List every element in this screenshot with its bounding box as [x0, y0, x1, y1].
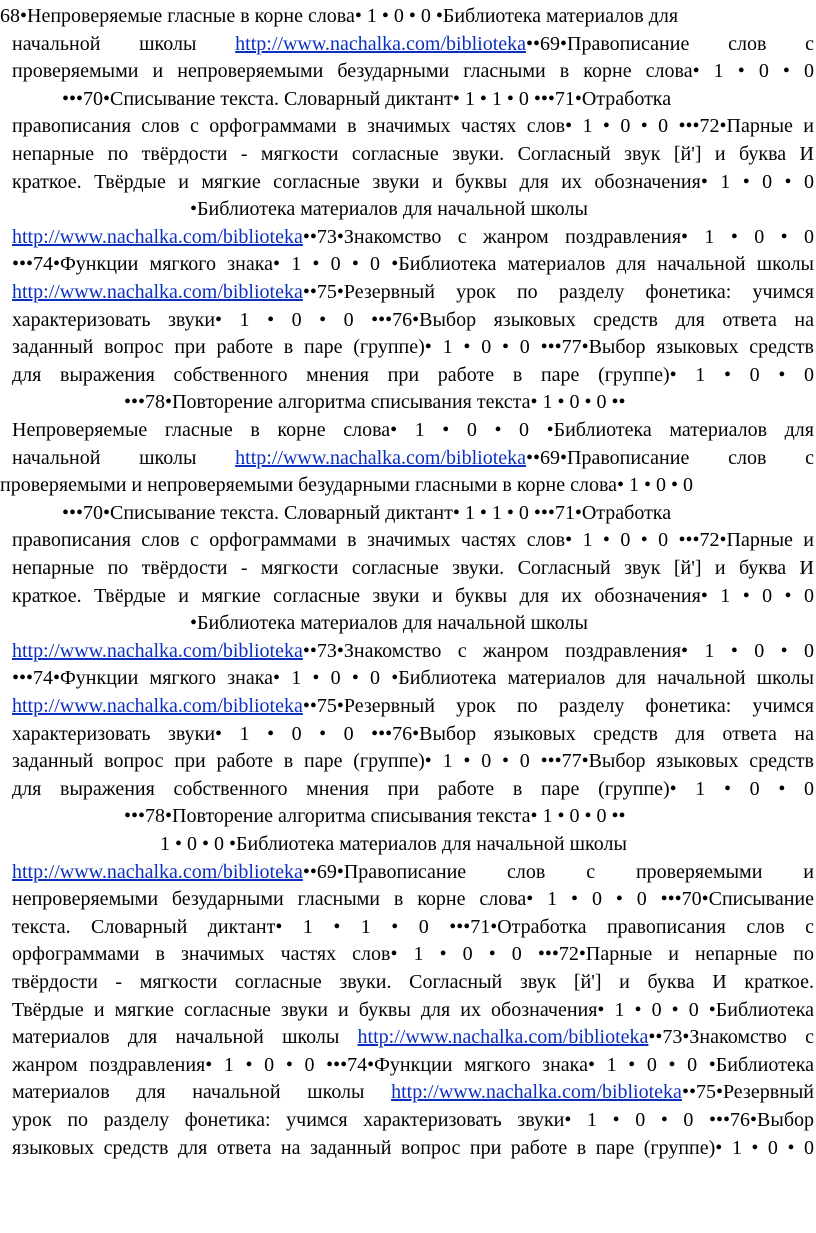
text-line: [12, 526, 814, 554]
text-line: [12, 968, 814, 996]
library-link[interactable]: http://www.nachalka.com/biblioteka: [12, 860, 303, 883]
text-segment: краткое. Твёрдые и мягкие согласные звуки и буквы для их обозначения• 1 • 0 • 0: [12, 584, 814, 607]
text-line: [0, 471, 814, 499]
text-segment: ••69•Правописание слов с проверяемыми и: [302, 860, 814, 883]
library-link[interactable]: http://www.nachalka.com/biblioteka: [391, 1081, 682, 1104]
text-segment: заданный вопрос при работе в паре (группе)• 1 • 0 • 0 •••77•Выбор языковых средств: [12, 336, 814, 359]
text-line: [12, 57, 814, 85]
text-line: [12, 913, 814, 941]
text-segment: материалов для начальной школы: [12, 1026, 358, 1049]
library-link[interactable]: http://www.nachalka.com/biblioteka: [12, 695, 303, 717]
text-segment: •Библиотека материалов для начальной школы: [190, 198, 588, 221]
text-line: [0, 2, 814, 30]
text-segment: правописания слов с орфограммами в значимых частях слов• 1 • 0 • 0 •••72•Парные и: [12, 529, 814, 552]
text-line: [160, 830, 814, 858]
text-segment: проверяемыми и непроверяемыми безударными гласными в корне слова• 1 • 0 • 0: [12, 60, 814, 83]
text-segment: ••69•Правописание слов с: [526, 32, 815, 55]
text-line: [12, 278, 814, 306]
text-line: [12, 444, 814, 472]
text-line: [12, 223, 814, 251]
text-line: [12, 775, 814, 803]
library-link[interactable]: http://www.nachalka.com/biblioteka: [235, 32, 527, 55]
text-segment: материалов для начальной школы: [12, 1081, 392, 1104]
text-line: [62, 85, 814, 113]
text-line: [12, 664, 814, 692]
text-segment: ••75•Резервный: [681, 1081, 814, 1104]
library-link[interactable]: http://www.nachalka.com/biblioteka: [12, 225, 303, 248]
text-line: [190, 195, 814, 223]
text-segment: Непроверяемые гласные в корне слова• 1 • 0 • 0 •Библиотека материалов для: [12, 419, 814, 441]
library-link[interactable]: http://www.nachalka.com/biblioteka: [235, 446, 527, 469]
text-segment: ••75•Резервный урок по разделу фонетика: учимся: [302, 281, 814, 303]
library-link[interactable]: http://www.nachalka.com/biblioteka: [12, 281, 303, 303]
text-line: [12, 637, 814, 665]
text-line: [12, 554, 814, 582]
text-segment: заданный вопрос при работе в паре (группе)• 1 • 0 • 0 •••77•Выбор языковых средств: [12, 750, 814, 773]
text-segment: текста. Словарный диктант• 1 • 1 • 0 •••71•Отработка правописания слов с: [12, 915, 814, 938]
text-line: [12, 306, 814, 334]
text-segment: для выражения собственного мнения при работе в паре (группе)• 1 • 0 • 0: [12, 777, 814, 800]
text-segment: непроверяемыми безударными гласными в корне слова• 1 • 0 • 0 •••70•Списывание: [12, 888, 814, 911]
text-line: [12, 30, 814, 58]
text-segment: проверяемыми и непроверяемыми безударными гласными в корне слова• 1 • 0 • 0: [0, 474, 694, 497]
text-segment: •••70•Списывание текста. Словарный диктант• 1 • 1 • 0 •••71•Отработка: [62, 87, 672, 110]
text-line: [12, 720, 814, 748]
text-segment: начальной школы: [12, 32, 236, 55]
text-line: [12, 416, 814, 444]
text-segment: ••69•Правописание слов с: [526, 446, 815, 469]
library-link[interactable]: http://www.nachalka.com/biblioteka: [12, 639, 303, 662]
text-segment: •••78•Повторение алгоритма списывания текста• 1 • 0 • 0 ••: [124, 805, 626, 828]
text-line: [12, 858, 814, 886]
text-line: [12, 250, 814, 278]
text-segment: •••70•Списывание текста. Словарный диктант• 1 • 1 • 0 •••71•Отработка: [62, 501, 672, 524]
text-line: [12, 692, 814, 720]
text-line: [12, 361, 814, 389]
text-segment: краткое. Твёрдые и мягкие согласные звуки и буквы для их обозначения• 1 • 0 • 0: [12, 170, 814, 193]
text-line: [12, 112, 814, 140]
text-segment: •••74•Функции мягкого знака• 1 • 0 • 0 •Библиотека материалов для начальной школы: [12, 667, 814, 690]
text-segment: жанром поздравления• 1 • 0 • 0 •••74•Функции мягкого знака• 1 • 0 • 0 •Библиотека: [12, 1053, 814, 1076]
text-line: [12, 1134, 814, 1162]
text-segment: твёрдости - мягкости согласные звуки. Согласный звук [й'] и буква И краткое.: [12, 971, 814, 993]
text-segment: ••73•Знакомство с жанром поздравления• 1 • 0 • 0: [302, 639, 814, 662]
text-segment: •Библиотека материалов для начальной школы: [190, 612, 588, 635]
text-segment: 1 • 0 • 0 •Библиотека материалов для начальной школы: [160, 833, 627, 855]
text-segment: ••73•Знакомство с жанром поздравления• 1 • 0 • 0: [302, 225, 814, 248]
text-line: [12, 1023, 814, 1051]
text-segment: ••75•Резервный урок по разделу фонетика: учимся: [302, 695, 814, 717]
text-line: [12, 168, 814, 196]
text-line: [12, 1106, 814, 1134]
text-segment: •••78•Повторение алгоритма списывания текста• 1 • 0 • 0 ••: [124, 391, 626, 414]
library-link[interactable]: http://www.nachalka.com/biblioteka: [357, 1026, 649, 1049]
text-line: [62, 499, 814, 527]
text-segment: для выражения собственного мнения при работе в паре (группе)• 1 • 0 • 0: [12, 363, 814, 386]
text-segment: 68•Непроверяемые гласные в корне слова• 1 • 0 • 0 •Библиотека материалов для: [0, 5, 679, 27]
text-segment: начальной школы: [12, 446, 236, 469]
text-line: [12, 582, 814, 610]
text-line: [12, 747, 814, 775]
text-segment: правописания слов с орфограммами в значимых частях слов• 1 • 0 • 0 •••72•Парные и: [12, 115, 814, 138]
text-line: [12, 940, 814, 968]
text-line: [12, 885, 814, 913]
text-segment: орфограммами в значимых частях слов• 1 • 0 • 0 •••72•Парные и непарные по: [12, 943, 814, 966]
text-line: [12, 1078, 814, 1106]
text-line: [12, 333, 814, 361]
text-segment: ••73•Знакомство с: [648, 1026, 815, 1049]
text-segment: Твёрдые и мягкие согласные звуки и буквы для их обозначения• 1 • 0 • 0 •Библиотека: [12, 998, 814, 1021]
text-line: [190, 609, 814, 637]
text-segment: непарные по твёрдости - мягкости согласные звуки. Согласный звук [й'] и буква И: [12, 557, 814, 579]
text-line: [12, 1051, 814, 1079]
text-segment: характеризовать звуки• 1 • 0 • 0 •••76•Выбор языковых средств для ответа на: [12, 722, 814, 745]
text-segment: языковых средств для ответа на заданный вопрос при работе в паре (группе)• 1 • 0 • 0: [12, 1136, 814, 1159]
text-segment: урок по разделу фонетика: учимся характеризовать звуки• 1 • 0 • 0 •••76•Выбор: [12, 1109, 814, 1131]
text-segment: характеризовать звуки• 1 • 0 • 0 •••76•Выбор языковых средств для ответа на: [12, 308, 814, 331]
text-segment: непарные по твёрдости - мягкости согласные звуки. Согласный звук [й'] и буква И: [12, 143, 814, 165]
text-line: [124, 388, 814, 416]
text-line: [12, 140, 814, 168]
text-segment: •••74•Функции мягкого знака• 1 • 0 • 0 •Библиотека материалов для начальной школы: [12, 253, 814, 276]
text-line: [124, 802, 814, 830]
text-line: [12, 996, 814, 1024]
